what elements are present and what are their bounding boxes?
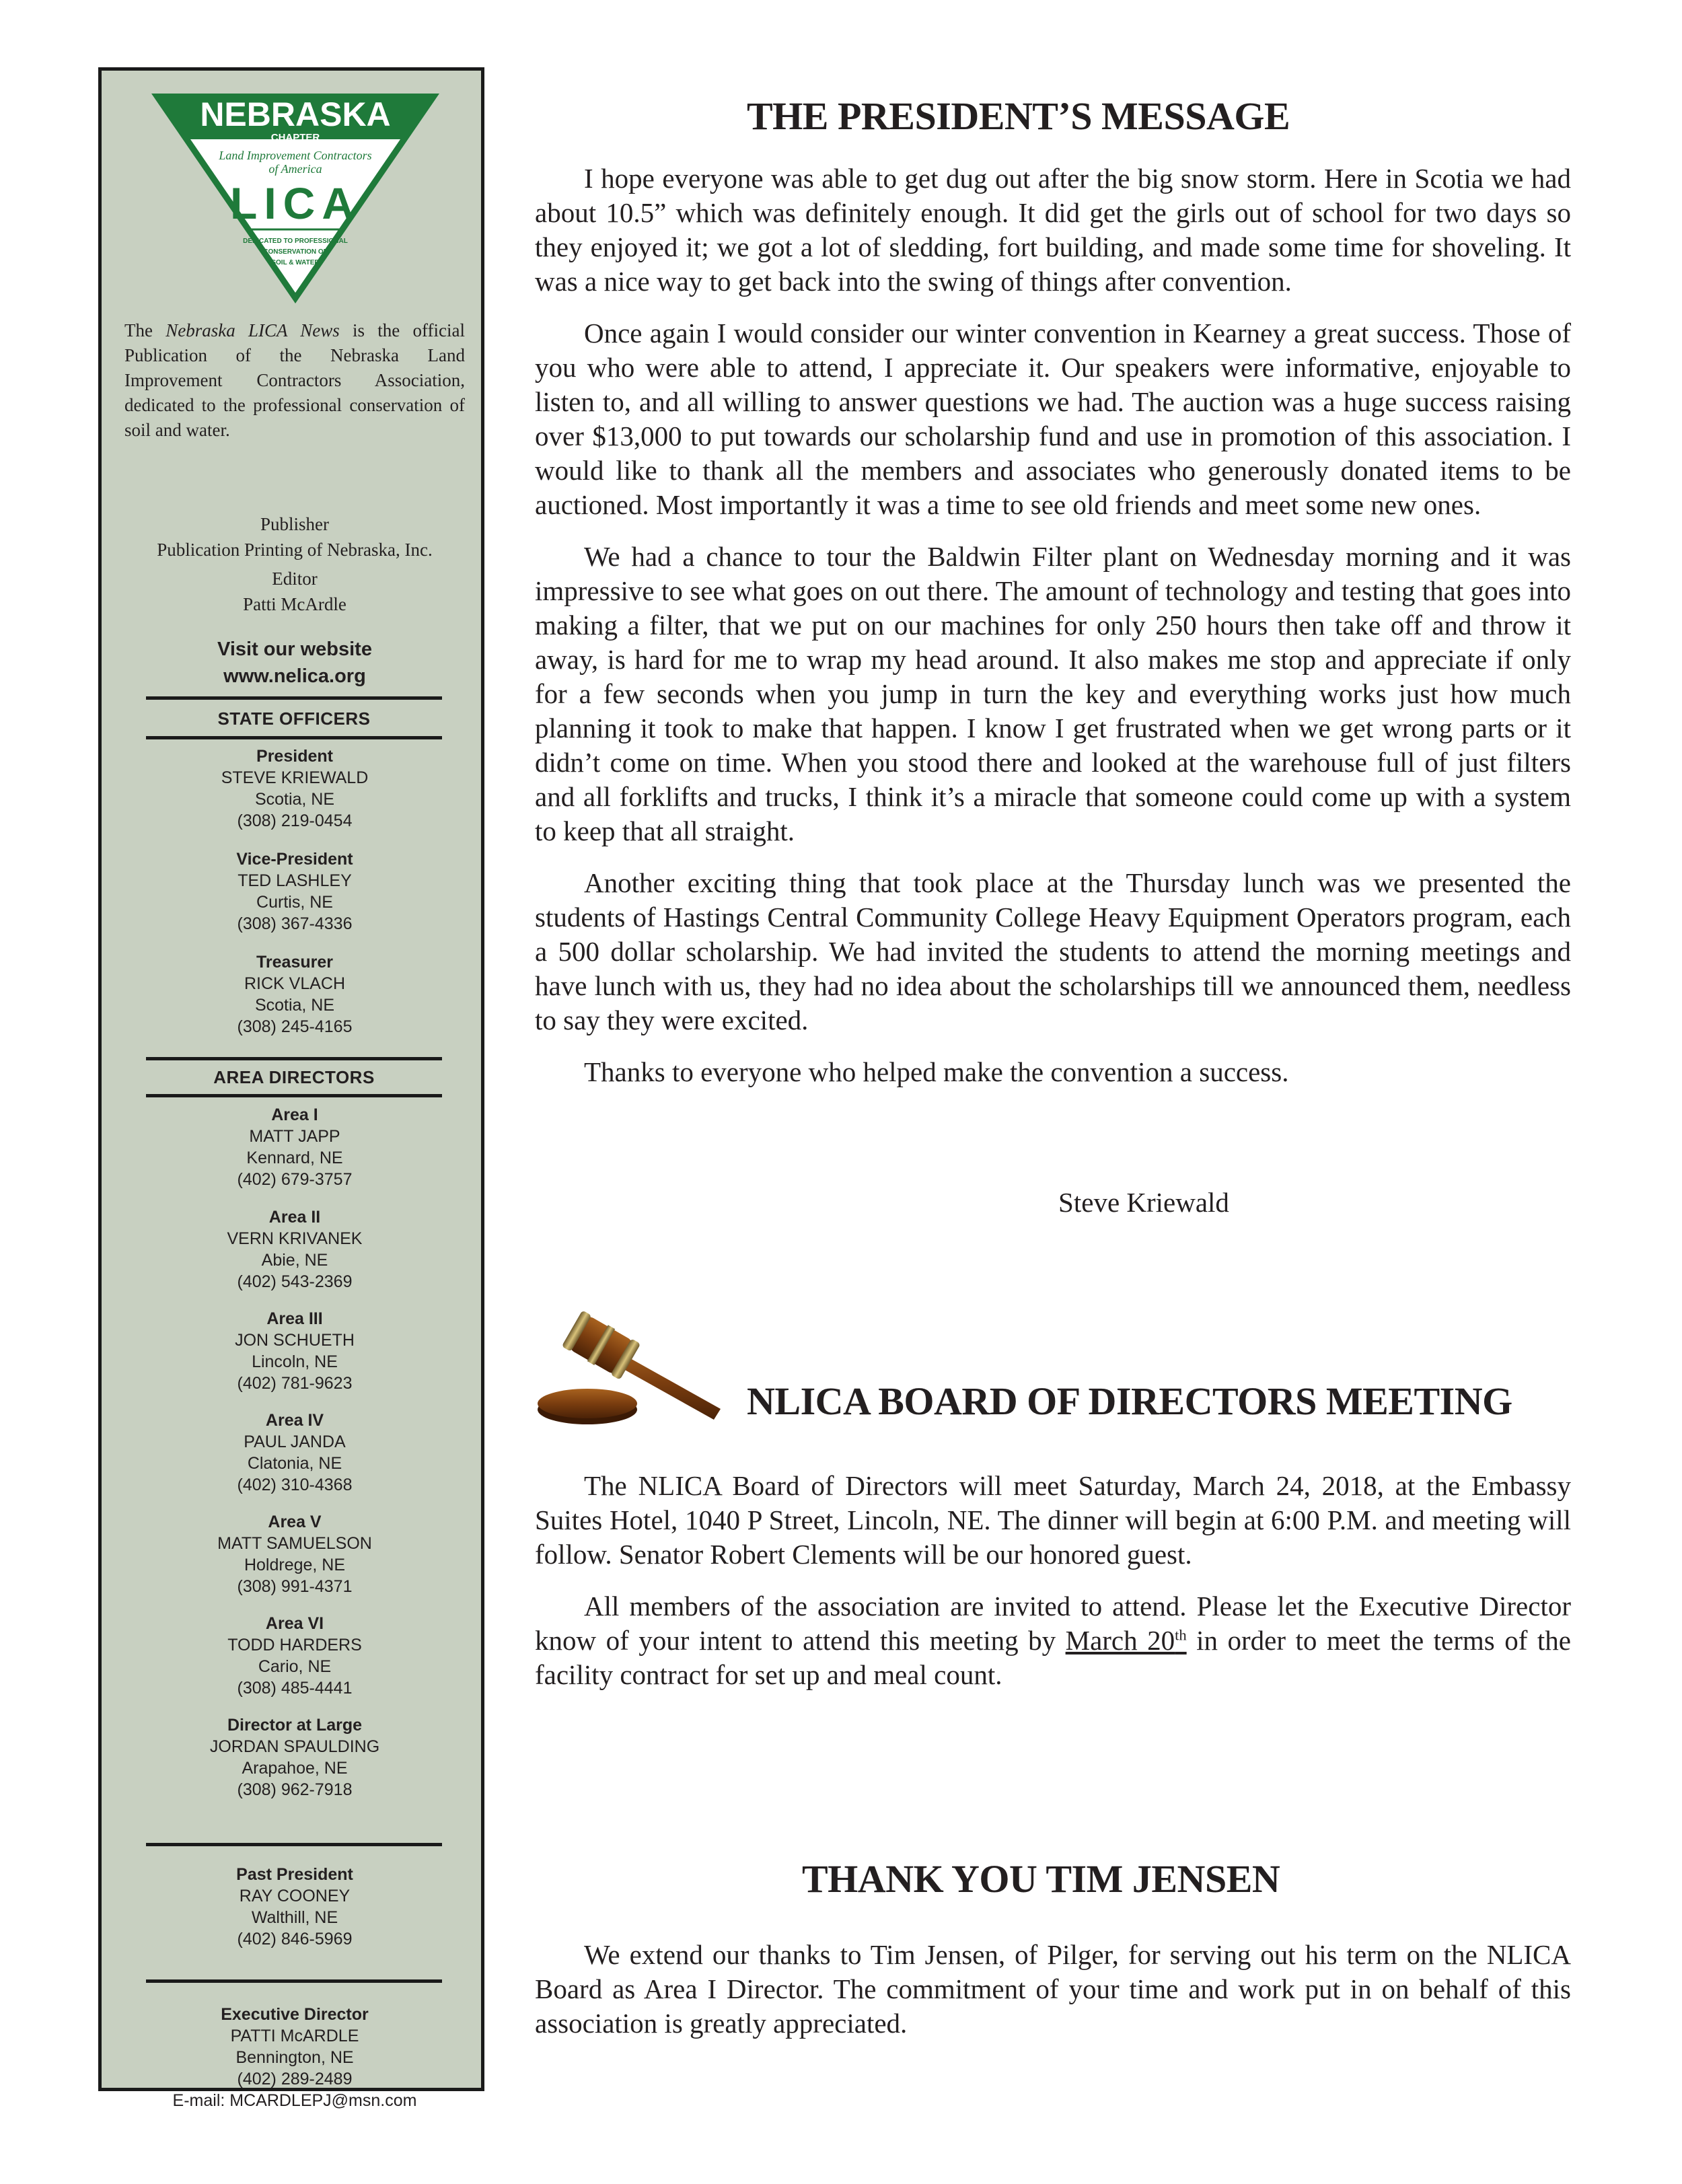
contact-role: Area I xyxy=(271,1105,318,1124)
divider xyxy=(146,1843,442,1846)
contact-city: Scotia, NE xyxy=(254,790,335,809)
website-block xyxy=(122,636,468,690)
logo-tagline2: CONSERVATION OF xyxy=(263,248,328,256)
contact-city: Holdrege, NE xyxy=(244,1556,346,1574)
contact-city: Scotia, NE xyxy=(254,996,335,1015)
director-area-3 xyxy=(122,1308,468,1394)
contact-name: TODD HARDERS xyxy=(227,1636,362,1654)
director-area-1 xyxy=(122,1104,468,1190)
board-meeting-body xyxy=(535,1469,1571,1692)
officer-vice-president xyxy=(122,848,468,935)
rsvp-date-text: March 20 xyxy=(1065,1625,1175,1656)
pub-desc-pre: The xyxy=(124,320,166,340)
contact-phone: (402) 289-2489 xyxy=(237,2070,353,2088)
masthead-sidebar xyxy=(98,67,484,2110)
officer-treasurer xyxy=(122,951,468,1038)
publication-description xyxy=(124,318,465,443)
director-area-6 xyxy=(122,1613,468,1699)
publisher-label: Publisher xyxy=(260,514,329,534)
contact-role: President xyxy=(256,747,333,766)
paragraph: Once again I would consider our winter convention in Kearney a great success. Those of you who were able to attend, I appreciate it. Our speakers were informative, enjoyable to listen to, and all willing to answer questions we had. The auction was a huge success raising over $13,000 to put towards our scholarship fund and use in promotion of this association. I would like to thank all the members and associates who generously donated items to be auctioned. Most importantly it was a time to see old friends and meet some new ones. xyxy=(535,318,1571,520)
contact-name: RAY COONEY xyxy=(239,1887,351,1905)
contact-name: RICK VLACH xyxy=(244,974,346,993)
lica-triangle-logo xyxy=(147,91,443,306)
area-directors-heading: AREA DIRECTORS xyxy=(213,1067,375,1087)
contact-phone: (402) 543-2369 xyxy=(237,1272,353,1291)
contact-city: Kennard, NE xyxy=(246,1149,343,1167)
rsvp-date-suffix: th xyxy=(1175,1626,1187,1644)
logo-org-line2: of America xyxy=(268,162,322,176)
divider xyxy=(146,1094,442,1097)
contact-name: MATT JAPP xyxy=(249,1127,340,1146)
contact-role: Executive Director xyxy=(221,2005,369,2024)
gavel-image xyxy=(535,1305,730,1433)
contact-city: Abie, NE xyxy=(261,1251,328,1270)
editor-name: Patti McArdle xyxy=(243,594,346,614)
contact-role: Area II xyxy=(268,1208,321,1227)
contact-name: TED LASHLEY xyxy=(237,871,352,890)
paragraph: We had a chance to tour the Baldwin Filter plant on Wednesday morning and it was impressive to see what goes on out there. The amount of technology and testing that goes into making a filter, that we put on our machines for only 250 hours then take off and throw it away, is hard for me to wrap my head around. It also makes me stop and appreciate if only for a few seconds when you jump in turn the key and everything works just how much planning it took to make that happen. I know I get frustrated when we get wrong parts or it didn’t come on time. When you stood there and looked at the warehouse full of just filters and all forklifts and trucks, I think it’s a miracle that someone could come up with a system to keep that all straight. xyxy=(535,541,1571,846)
contact-name: PATTI McARDLE xyxy=(230,2027,359,2045)
contact-phone: (308) 219-0454 xyxy=(237,811,353,830)
contact-role: Area V xyxy=(268,1513,322,1531)
contact-city: Bennington, NE xyxy=(235,2048,354,2067)
nebraska-lica-logo xyxy=(147,91,443,306)
logo-org-line1: Land Improvement Contractors xyxy=(219,149,372,162)
logo-chapter-text: CHAPTER xyxy=(270,132,320,143)
contact-email[interactable]: E-mail: MCARDLEPJ@msn.com xyxy=(172,2091,417,2110)
contact-name: MATT SAMUELSON xyxy=(217,1534,372,1553)
divider xyxy=(146,736,442,739)
contact-name: JORDAN SPAULDING xyxy=(209,1737,380,1756)
publisher-name: Publication Printing of Nebraska, Inc. xyxy=(157,540,433,560)
contact-role: Past President xyxy=(236,1865,353,1884)
contact-phone: (308) 485-4441 xyxy=(237,1679,353,1698)
director-area-4 xyxy=(122,1410,468,1496)
paragraph: I hope everyone was able to get dug out after the big snow storm. Here in Scotia we had about 10.5” which was definitely enough. It did get the girls out of school for two days so they enjoyed it; we got a lot of sledding, fort building, and made some time for shoveling. It was a nice way to get back into the swing of things after convention. xyxy=(535,163,1571,297)
logo-tagline3: SOIL & WATER xyxy=(271,259,320,266)
contact-city: Cario, NE xyxy=(258,1657,332,1676)
website-label: Visit our website xyxy=(217,639,372,660)
contact-phone: (402) 846-5969 xyxy=(237,1930,353,1949)
contact-name: STEVE KRIEWALD xyxy=(221,768,369,787)
contact-city: Walthill, NE xyxy=(251,1908,338,1927)
paragraph: Another exciting thing that took place at the Thursday lunch was we presented the students of Hastings Central Community College Heavy Equipment Operators program, each a 500 dollar scholarship. We had invited the students to attend the morning meetings and have lunch with us, they had no idea about the scholarships till we announced them, needless to say they were excited. xyxy=(535,867,1571,1035)
paragraph: We extend our thanks to Tim Jensen, of Pilger, for serving out his term on the NLICA Board as Area I Director. The commitment of your time and work put in on behalf of this association is greatly appreciated. xyxy=(535,1939,1571,2039)
contact-role: Area III xyxy=(266,1309,323,1328)
paragraph xyxy=(535,1589,1571,1692)
contact-phone: (402) 781-9623 xyxy=(237,1374,353,1393)
director-at-large xyxy=(122,1714,468,1800)
pub-desc-post: is the official Publication of the Nebraska Land Improvement Contractors Association, dedicated to the professional conservation of soil and water. xyxy=(124,320,465,440)
text: All members of the association are invited to attend. Please let the Executive Director know of your intent to attend this meeting by xyxy=(535,1591,1571,1656)
contact-city: Curtis, NE xyxy=(256,893,333,912)
director-area-2 xyxy=(122,1206,468,1293)
state-officers-heading: STATE OFFICERS xyxy=(217,708,371,729)
contact-phone: (402) 679-3757 xyxy=(237,1170,353,1189)
divider xyxy=(146,696,442,700)
contact-city: Arapahoe, NE xyxy=(242,1759,348,1778)
contact-phone: (308) 962-7918 xyxy=(237,1780,353,1799)
presidents-message-title: THE PRESIDENT’S MESSAGE xyxy=(747,94,1290,138)
logo-lica-text: LICA xyxy=(230,178,361,228)
pub-desc-title: Nebraska LICA News xyxy=(166,320,340,340)
website-link[interactable]: www.nelica.org xyxy=(223,665,366,687)
contact-city: Lincoln, NE xyxy=(252,1352,338,1371)
contact-role: Vice-President xyxy=(236,850,353,869)
thank-you-body xyxy=(535,1938,1571,2041)
paragraph: The NLICA Board of Directors will meet Saturday, March 24, 2018, at the Embassy Suites Hotel, 1040 P Street, Lincoln, NE. The dinner will begin at 6:00 P.M. and meeting will follow. Senator Robert Clements will be our honored guest. xyxy=(535,1470,1571,1570)
divider xyxy=(146,1979,442,1983)
gavel-icon xyxy=(535,1305,730,1433)
rsvp-date xyxy=(1066,1625,1187,1656)
presidents-message-body xyxy=(535,161,1571,1089)
divider xyxy=(146,1057,442,1060)
editor-label: Editor xyxy=(272,569,318,589)
contact-phone: (402) 310-4368 xyxy=(237,1476,353,1494)
text: in order to meet the terms of the facility contract for set up and meal count. xyxy=(535,1625,1571,1690)
contact-phone: (308) 991-4371 xyxy=(237,1577,353,1596)
past-president xyxy=(122,1864,468,1950)
contact-phone: (308) 367-4336 xyxy=(237,914,353,933)
logo-nebraska-text: NEBRASKA xyxy=(200,96,391,133)
signature: Steve Kriewald xyxy=(1058,1187,1229,1218)
officer-president xyxy=(122,745,468,832)
logo-tagline1: DEDICATED TO PROFESSIONAL xyxy=(243,238,348,245)
contact-role: Treasurer xyxy=(256,953,333,972)
contact-role: Area VI xyxy=(265,1614,324,1633)
board-meeting-title: NLICA BOARD OF DIRECTORS MEETING xyxy=(747,1379,1512,1423)
contact-role: Area IV xyxy=(265,1411,324,1430)
executive-director xyxy=(122,2004,468,2111)
contact-phone: (308) 245-4165 xyxy=(237,1017,353,1036)
contact-name: PAUL JANDA xyxy=(244,1432,346,1451)
contact-name: JON SCHUETH xyxy=(235,1331,355,1350)
contact-city: Clatonia, NE xyxy=(247,1454,342,1473)
contact-role: Director at Large xyxy=(227,1716,363,1735)
thank-you-title: THANK YOU TIM JENSEN xyxy=(802,1857,1280,1901)
paragraph: Thanks to everyone who helped make the convention a success. xyxy=(584,1056,1289,1087)
director-area-5 xyxy=(122,1511,468,1597)
contact-name: VERN KRIVANEK xyxy=(227,1229,363,1248)
